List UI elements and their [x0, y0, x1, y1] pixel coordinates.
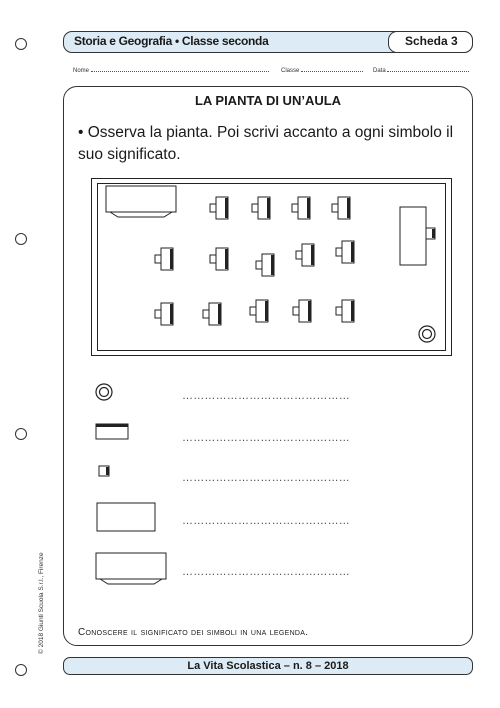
answer-line[interactable]: ……………………………………… — [182, 472, 350, 484]
date-field[interactable] — [373, 67, 469, 74]
answer-line[interactable]: ……………………………………… — [182, 515, 350, 527]
answer-line[interactable]: ……………………………………… — [182, 432, 350, 444]
page-title: LA PIANTA DI UN’AULA — [194, 93, 342, 108]
date-label: Data — [373, 68, 386, 74]
binder-hole-bottom — [15, 664, 27, 676]
name-field[interactable] — [73, 67, 269, 74]
class-label: Classe — [281, 68, 300, 74]
classroom-plan-inner-wall — [97, 183, 446, 351]
header-subject: Storia e Geografia • Classe seconda — [74, 34, 269, 48]
binder-hole-top — [15, 38, 27, 50]
answer-line[interactable]: ……………………………………… — [182, 566, 350, 578]
worksheet-box — [63, 86, 473, 646]
binder-hole-lower — [15, 428, 27, 440]
binder-hole-upper — [15, 233, 27, 245]
copyright-notice: © 2018 Giunti Scuola S.r.l., Firenze — [38, 552, 45, 654]
learning-objective: Conoscere il significato dei simboli in una legenda. — [78, 627, 309, 638]
footer-publication: La Vita Scolastica – n. 8 – 2018 — [187, 660, 349, 672]
sheet-label: Scheda 3 — [405, 34, 458, 48]
answer-line[interactable]: ……………………………………… — [182, 390, 350, 402]
name-label: Nome — [73, 68, 90, 74]
class-field[interactable] — [281, 67, 363, 74]
instruction-text: • Osserva la pianta. Poi scrivi accanto a ogni simbolo il suo significato. — [78, 124, 454, 163]
